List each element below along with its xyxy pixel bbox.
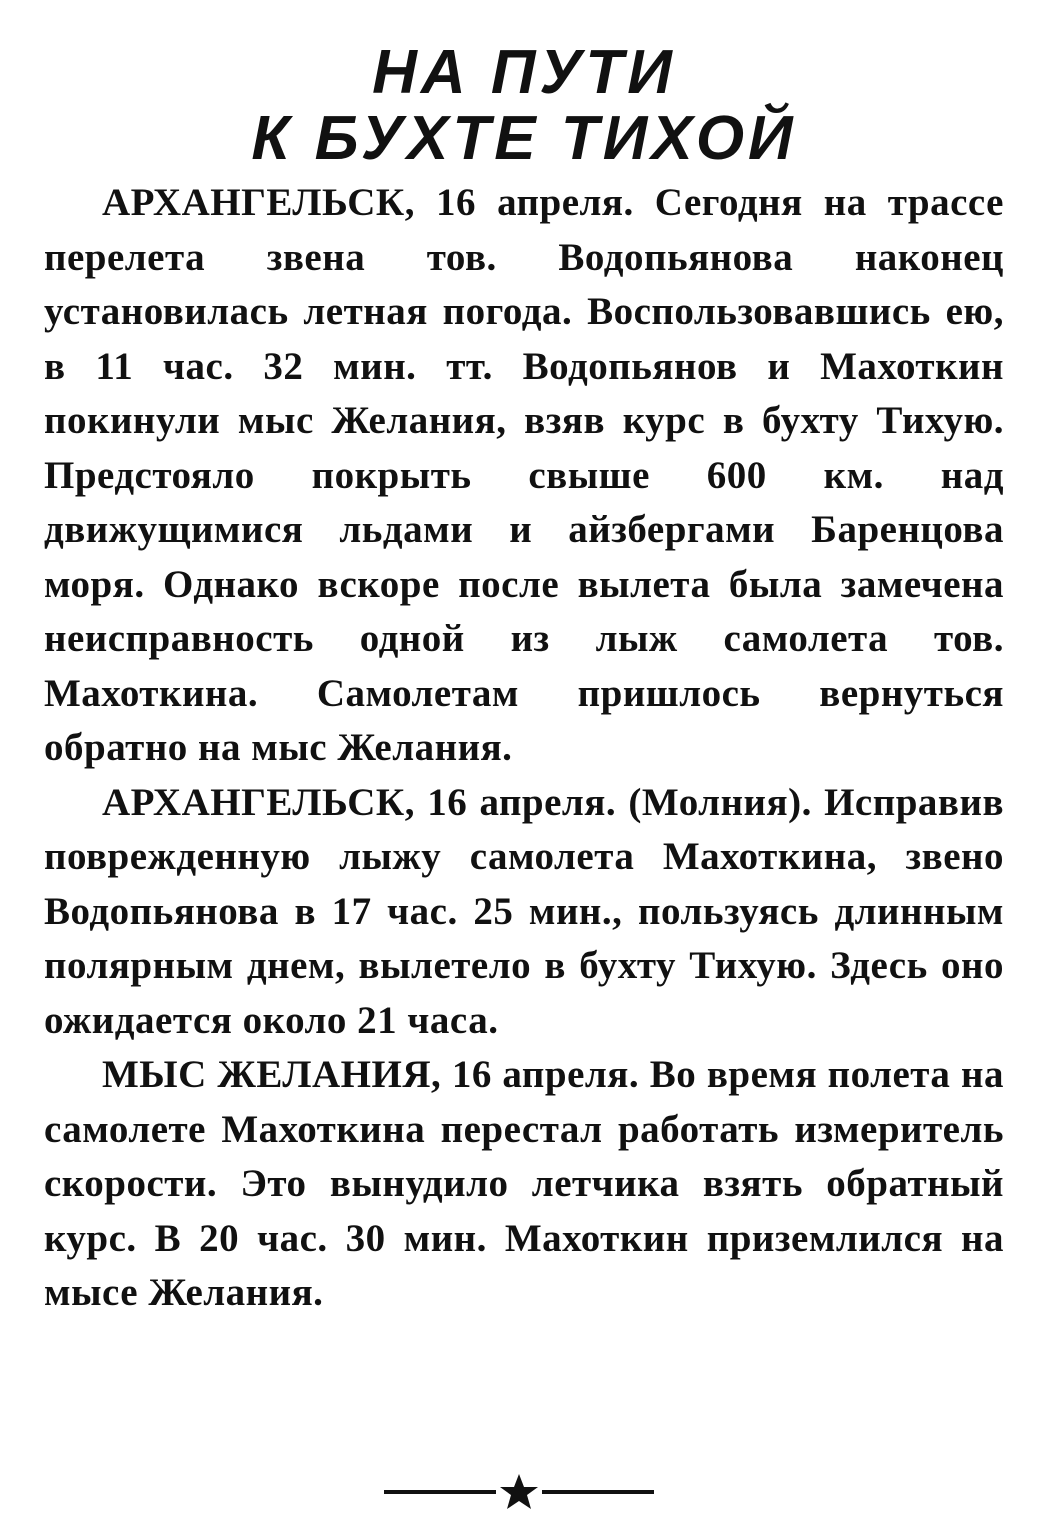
star-divider [384,1472,654,1512]
article-paragraph-1: АРХАНГЕЛЬСК, 16 апреля. Сегодня на трассе перелета звена тов. Водопьянова наконец установилась летная погода. Воспользовавшись ею, в 11 час. 32 мин. тт. Водопьянов и Махоткин покинули мыс Желания, взяв курс в бухту Тихую. Предстояло покрыть свыше 600 км. над движущимися льдами и айзбергами Баренцова моря. Однако вскоре после вылета была замечена неисправность одной из лыж самолета тов. Махоткина. Самолетам пришлось вернуться обратно на мыс Желания. [44,181,1004,769]
star-icon [500,1474,538,1509]
headline-line-2: К БУХТЕ ТИХОЙ [251,104,797,173]
headline-line-1: НА ПУТИ [372,38,676,107]
article-paragraph-3: МЫС ЖЕЛАНИЯ, 16 апреля. Во время полета на самолете Махоткина перестал работать измеритель скорости. Это вынудило летчика взять обратный курс. В 20 час. 30 мин. Махоткин приземлился на мысе Желания. [44,1053,1004,1314]
headline [44,40,1004,172]
article-paragraph-2: АРХАНГЕЛЬСК, 16 апреля. (Молния). Исправив поврежденную лыжу самолета Махоткина, звено Водопьянова в 17 час. 25 мин., пользуясь длинным полярным днем, вылетело в бухту Тихую. Здесь оно ожидается около 21 часа. [44,780,1004,1042]
article-body [44,176,1004,1321]
star-divider-graphic [384,1472,654,1512]
